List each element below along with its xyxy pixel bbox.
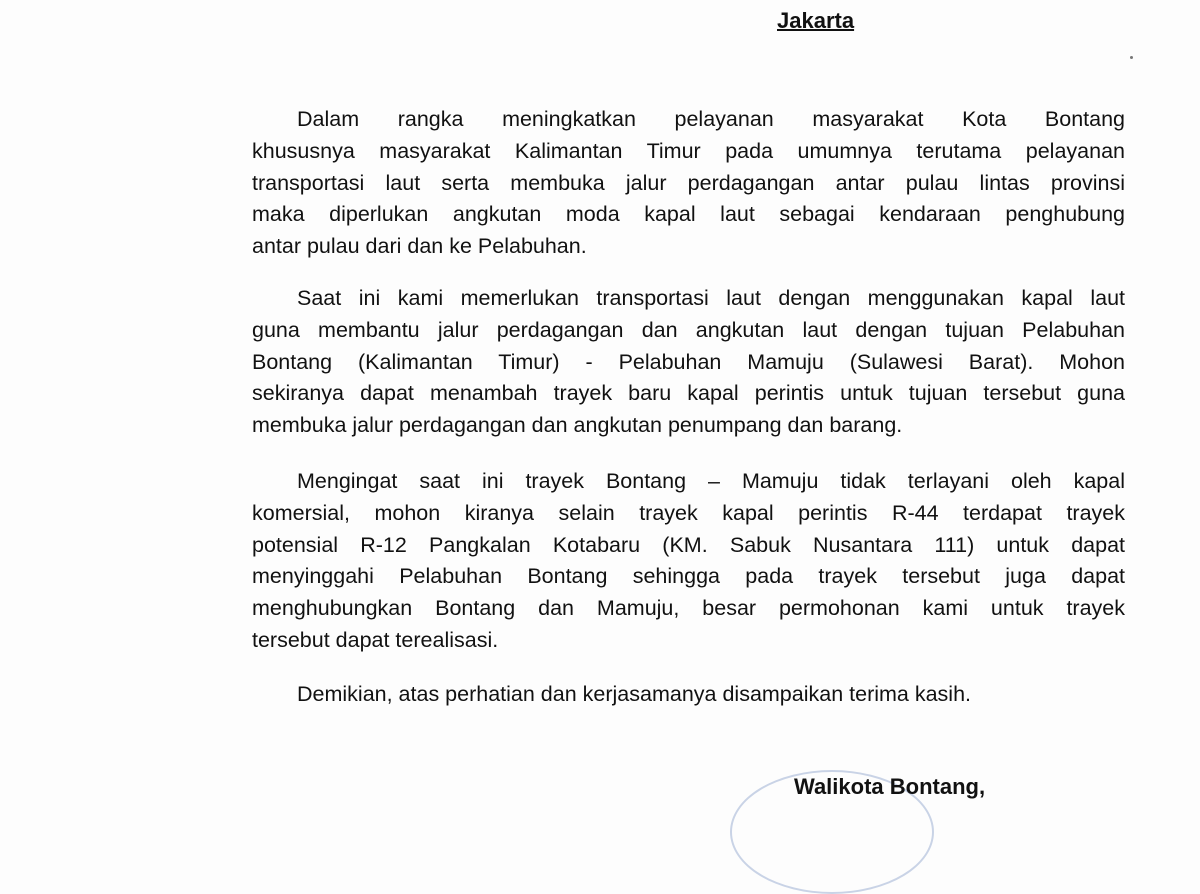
text-line: komersial, mohon kiranya selain trayek kapal perintis R-44 terdapat trayek [252,500,1125,525]
text-line: guna membantu jalur perdagangan dan angkutan laut dengan tujuan Pelabuhan [252,317,1125,342]
text-line: Dalam rangka meningkatkan pelayanan masyarakat Kota Bontang [297,107,1125,131]
text-line: tersebut dapat terealisasi. [252,627,499,652]
text-line: menyinggahi Pelabuhan Bontang sehingga pada trayek tersebut juga dapat [252,564,1125,589]
text-line: antar pulau dari dan ke Pelabuhan. [252,234,587,259]
text-line: khususnya masyarakat Kalimantan Timur pada umumnya terutama pelayanan [252,138,1125,163]
closing-paragraph [252,679,1125,711]
text-line: Demikian, atas perhatian dan kerjasamanya disampaikan terima kasih. [297,682,972,706]
paragraph-1 [252,104,1125,263]
text-line: transportasi laut serta membuka jalur perdagangan antar pulau lintas provinsi [252,170,1125,195]
text-line: membuka jalur perdagangan dan angkutan penumpang dan barang. [252,413,903,438]
text-line: maka diperlukan angkutan moda kapal laut sebagai kendaraan penghubung [252,202,1125,227]
text-line: sekiranya dapat menambah trayek baru kapal perintis untuk tujuan tersebut guna [252,381,1125,406]
signature-title: Walikota Bontang, [794,774,986,799]
text-line: Saat ini kami memerlukan transportasi laut dengan menggunakan kapal laut [297,286,1125,310]
letter-heading-city: Jakarta [777,8,855,33]
paragraph-3 [252,466,1125,657]
scan-speck [1130,56,1133,59]
text-line: potensial R-12 Pangkalan Kotabaru (KM. Sabuk Nusantara 111) untuk dapat [252,532,1125,557]
text-line: Mengingat saat ini trayek Bontang – Mamuju tidak terlayani oleh kapal [297,469,1125,493]
text-line: menghubungkan Bontang dan Mamuju, besar permohonan kami untuk trayek [252,596,1125,621]
paragraph-2 [252,283,1125,442]
text-line: Bontang (Kalimantan Timur) - Pelabuhan Mamuju (Sulawesi Barat). Mohon [252,349,1125,374]
